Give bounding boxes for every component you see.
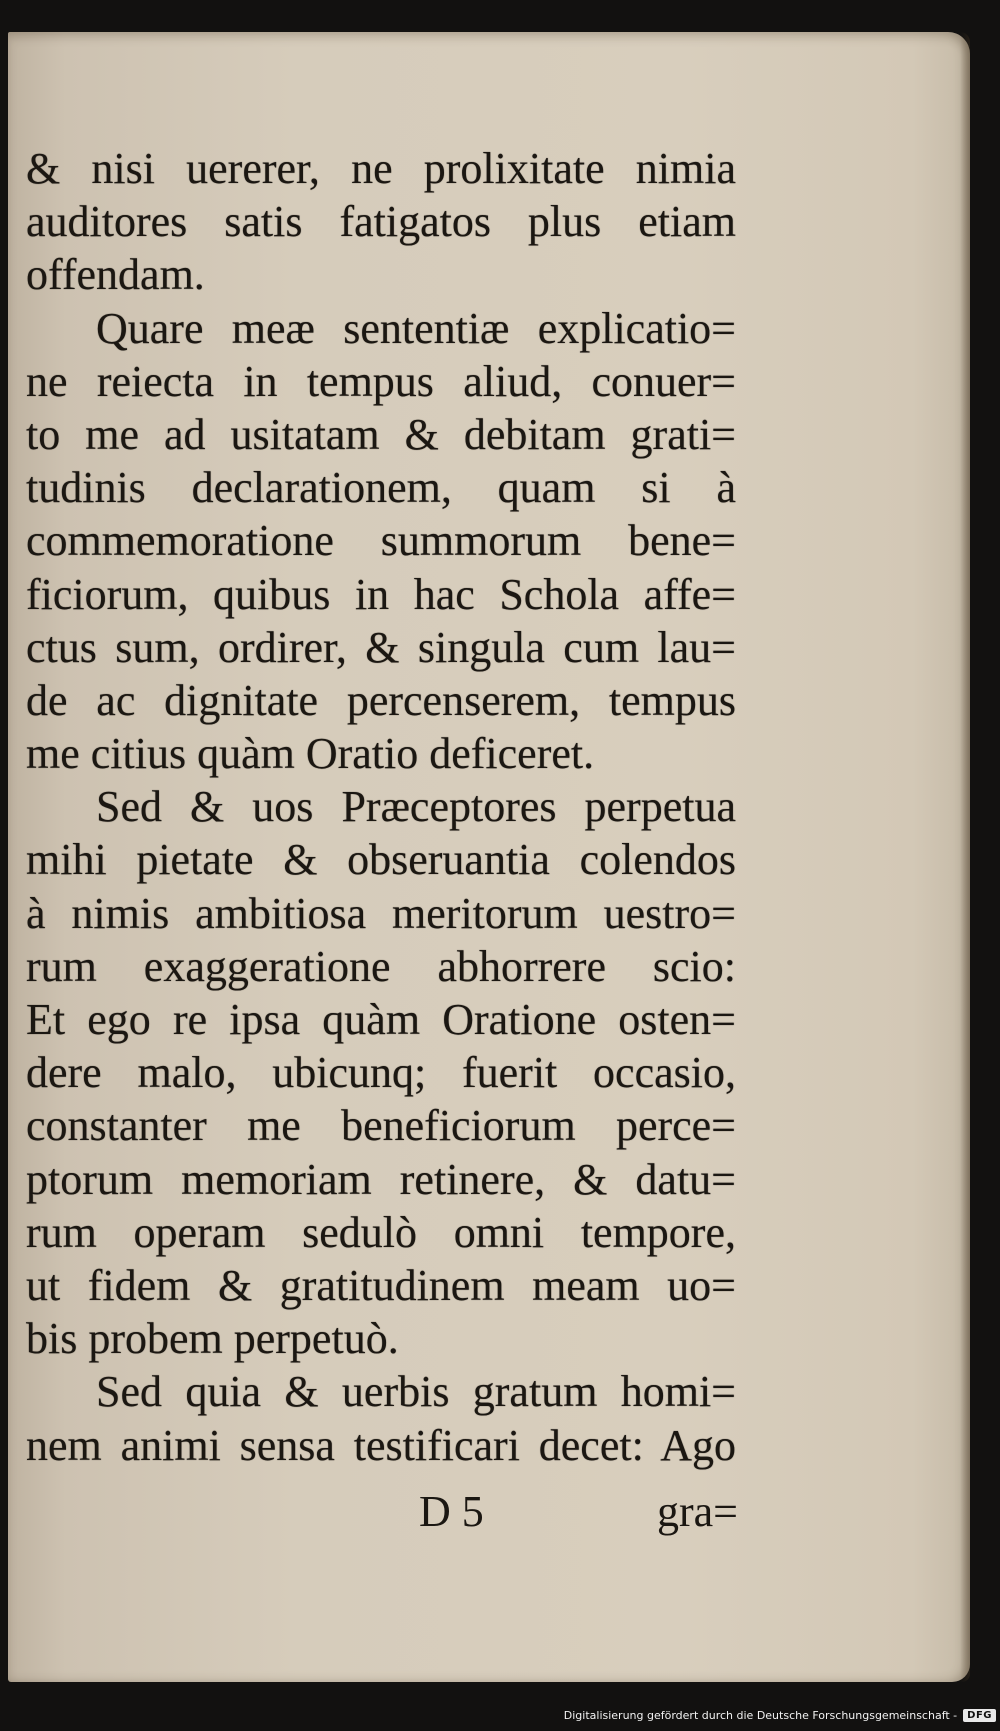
text-line: Sed quia & uerbis gratum homi=	[96, 1367, 736, 1417]
signature-mark: D 5	[419, 1487, 484, 1536]
text-line: commemoratione summorum bene=	[26, 516, 736, 566]
text-line: de ac dignitate percenserem, tempus	[26, 675, 736, 725]
text-line: ptorum memoriam retinere, & datu=	[26, 1154, 736, 1204]
text-line: Et ego re ipsa quàm Oratione osten=	[26, 995, 736, 1044]
page-edge-shadow	[960, 32, 970, 1682]
text-line: dere malo, ubicunq; fuerit occasio,	[26, 1048, 736, 1098]
text-line: rum operam sedulò omni tempore,	[26, 1207, 736, 1257]
text-line: offendam.	[26, 250, 205, 300]
credit-text: Digitalisierung gefördert durch die Deutsche Forschungsgemeinschaft -	[563, 1708, 958, 1722]
dfg-logo: DFG	[963, 1709, 996, 1722]
text-line: à nimis ambitiosa meritorum uestro=	[26, 888, 736, 938]
text-line: constanter me beneficiorum perce=	[26, 1101, 736, 1151]
text-line: tudinis declarationem, quam si à	[26, 463, 736, 513]
catchword: gra=	[657, 1487, 738, 1536]
text-line: ficiorum, quibus in hac Schola affe=	[26, 569, 736, 619]
text-line: Sed & uos Præceptores perpetua	[96, 782, 736, 832]
text-line: ut fidem & gratitudinem meam uo=	[26, 1260, 736, 1310]
text-line: me citius quàm Oratio deficeret.	[26, 729, 595, 779]
text-line: mihi pietate & obseruantia colendos	[26, 835, 736, 885]
digitization-credit	[564, 1705, 1000, 1725]
text-line: ctus sum, ordirer, & singula cum lau=	[26, 622, 736, 672]
text-line: Quare meæ sententiæ explicatio=	[96, 303, 736, 353]
body-text	[26, 142, 736, 1472]
page-footer	[26, 1486, 736, 1546]
text-line: auditores satis fatigatos plus etiam	[26, 197, 736, 247]
text-line: ne reiecta in tempus aliud, conuer=	[26, 356, 736, 406]
text-line: & nisi uererer, ne prolixitate nimia	[26, 144, 736, 193]
text-line: bis probem perpetuò.	[26, 1314, 399, 1364]
text-line: to me ad usitatam & debitam grati=	[26, 409, 736, 459]
text-line: rum exaggeratione abhorrere scio:	[26, 941, 736, 991]
text-line: nem animi sensa testificari decet: Ago	[26, 1420, 736, 1470]
book-page	[8, 32, 970, 1682]
